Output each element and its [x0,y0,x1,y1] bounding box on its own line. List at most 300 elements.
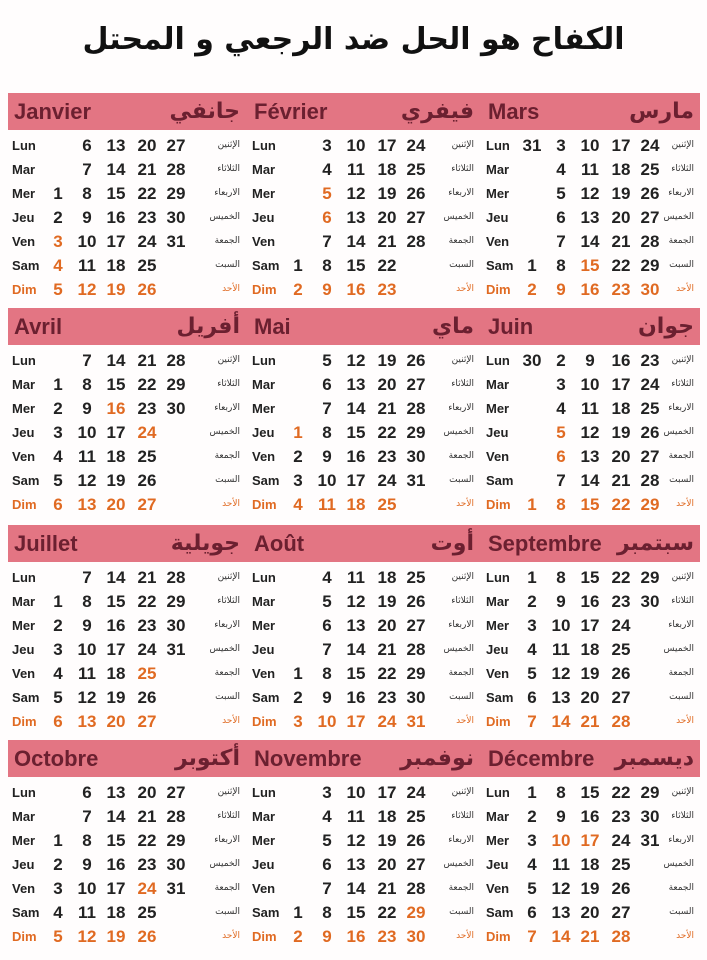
date-cell: 26 [406,592,426,611]
date-cell: 11 [78,256,96,275]
date-cell: 20 [580,688,600,707]
date-cell: 15 [346,423,366,442]
date-cell: 8 [556,495,566,514]
date-cell: 2 [53,208,63,227]
month-header [10,740,242,777]
date-cell: 18 [106,256,126,275]
date-cell: 2 [53,616,63,635]
month-header [484,525,696,562]
day-row-lun [10,782,246,806]
date-cell: 27 [611,688,631,707]
month-name-fr: Mai [254,313,291,339]
day-row-ven [10,663,246,687]
day-label-ar: الإثنين [451,787,474,797]
date-cell: 5 [53,280,63,299]
day-label-fr: Ven [252,234,276,249]
date-cell: 5 [53,927,63,946]
date-cell: 24 [406,136,426,155]
date-cell: 17 [106,232,126,251]
day-label-ar: الاربعاء [668,403,694,413]
day-row-sam [10,470,246,494]
date-cell: 9 [82,399,92,418]
date-cell: 14 [551,712,571,731]
day-label-fr: Sam [12,690,40,705]
date-cell: 27 [640,208,660,227]
day-row-jeu [484,207,700,231]
day-label-fr: Dim [486,497,511,512]
date-cell: 1 [527,495,537,514]
date-cell: 14 [580,471,600,490]
day-row-mar [484,159,700,183]
date-cell: 31 [406,471,426,490]
month-name-ar: أكتوبر [174,746,240,771]
day-label-ar: الخميس [663,427,694,437]
date-cell: 12 [551,879,571,898]
date-cell: 24 [137,640,157,659]
day-label-ar: الجمعة [448,883,474,893]
date-cell: 1 [293,256,303,275]
date-cell: 2 [293,927,303,946]
date-cell: 7 [527,927,537,946]
day-row-lun [484,567,700,591]
day-label-ar: الثلاثاء [671,596,694,606]
day-row-jeu [484,639,700,663]
date-cell: 22 [137,831,157,850]
date-cell: 23 [137,208,157,227]
day-row-ven [250,663,480,687]
date-cell: 30 [166,616,186,635]
month-name-fr: Avril [14,313,63,339]
day-label-ar: الإثنين [451,572,474,582]
day-row-mar [250,159,480,183]
day-row-mer [10,398,246,422]
month-grid [10,782,246,950]
date-cell: 25 [406,807,426,826]
day-label-ar: الجمعة [448,451,474,461]
date-cell: 25 [137,256,157,275]
date-cell: 19 [611,423,631,442]
day-row-ven [250,231,480,255]
date-cell: 21 [377,399,397,418]
day-label-ar: الأحد [222,931,240,941]
date-cell: 21 [611,471,631,490]
date-cell: 24 [137,423,157,442]
day-label-fr: Ven [12,449,36,464]
day-row-dim [250,711,480,735]
day-label-ar: الجمعة [214,883,240,893]
date-cell: 26 [640,423,660,442]
date-cell: 3 [53,423,63,442]
day-row-lun [484,782,700,806]
date-cell: 10 [346,783,366,802]
day-row-dim [10,926,246,950]
day-label-ar: الاربعاء [668,835,694,845]
date-cell: 13 [580,208,600,227]
date-cell: 25 [137,664,157,683]
date-cell: 29 [640,256,660,275]
day-label-fr: Lun [252,353,276,368]
month-name-ar: نوفمبر [400,746,474,771]
day-label-fr: Sam [252,473,280,488]
day-row-mer [10,183,246,207]
day-label-ar: الاربعاء [448,403,474,413]
day-label-fr: Lun [252,138,276,153]
date-cell: 5 [322,184,332,203]
day-label-ar: الجمعة [668,883,694,893]
date-cell: 17 [377,136,397,155]
date-cell: 16 [106,208,126,227]
date-cell: 31 [522,136,542,155]
day-label-fr: Sam [252,258,280,273]
date-cell: 21 [611,232,631,251]
date-cell: 14 [346,399,366,418]
day-label-ar: الاربعاء [448,835,474,845]
date-cell: 28 [166,807,186,826]
date-cell: 21 [377,640,397,659]
date-cell: 23 [377,447,397,466]
date-cell: 10 [580,136,600,155]
date-cell: 5 [322,831,332,850]
date-cell: 12 [77,471,97,490]
day-row-mar [484,374,700,398]
date-cell: 4 [556,399,566,418]
date-cell: 10 [346,136,366,155]
day-row-dim [250,926,480,950]
date-cell: 4 [322,568,332,587]
day-label-ar: الجمعة [448,668,474,678]
month-grid [484,567,700,735]
date-cell: 15 [106,184,126,203]
date-cell: 24 [640,375,660,394]
date-cell: 21 [377,879,397,898]
date-cell: 28 [611,927,631,946]
date-cell: 25 [640,160,660,179]
date-cell: 16 [106,616,126,635]
day-row-mar [484,806,700,830]
date-cell: 30 [166,855,186,874]
day-row-mer [484,615,700,639]
date-cell: 4 [556,160,566,179]
day-label-fr: Lun [486,353,510,368]
day-label-fr: Mar [252,377,276,392]
date-cell: 4 [527,640,537,659]
day-row-ven [484,663,700,687]
day-label-fr: Lun [486,570,510,585]
date-cell: 6 [556,447,566,466]
date-cell: 19 [106,280,126,299]
day-row-jeu [10,422,246,446]
day-label-ar: الجمعة [668,668,694,678]
day-row-dim [10,279,246,303]
date-cell: 7 [556,471,566,490]
month-grid [250,782,480,950]
day-label-fr: Ven [486,234,510,249]
day-row-mer [10,615,246,639]
day-label-fr: Ven [486,449,510,464]
date-cell: 29 [166,184,186,203]
day-row-dim [484,711,700,735]
date-cell: 4 [527,855,537,874]
date-cell: 1 [53,831,63,850]
day-label-ar: الاربعاء [668,620,694,630]
day-label-fr: Dim [252,714,277,729]
day-label-fr: Mar [486,162,510,177]
date-cell: 8 [556,568,566,587]
date-cell: 1 [527,783,537,802]
day-label-fr: Mer [252,186,276,201]
date-cell: 26 [611,664,631,683]
date-cell: 22 [611,568,631,587]
day-label-fr: Lun [486,785,510,800]
day-row-lun [10,567,246,591]
date-cell: 4 [53,256,63,275]
date-cell: 29 [166,375,186,394]
day-label-ar: السبت [449,475,474,485]
month-name-ar: فيفري [400,99,474,124]
day-row-mer [250,615,480,639]
month-grid [10,135,246,303]
date-cell: 18 [611,160,631,179]
date-cell: 8 [82,592,92,611]
date-cell: 2 [53,855,63,874]
month-name-fr: Octobre [14,745,99,771]
month-header [484,308,696,345]
date-cell: 30 [406,927,426,946]
date-cell: 14 [346,640,366,659]
day-row-ven [10,231,246,255]
day-row-dim [484,926,700,950]
date-cell: 13 [77,712,97,731]
date-cell: 11 [552,855,570,874]
date-cell: 2 [527,592,537,611]
day-row-mar [10,591,246,615]
date-cell: 10 [77,640,97,659]
date-cell: 5 [53,471,63,490]
day-label-fr: Mer [12,833,36,848]
date-cell: 1 [527,568,537,587]
date-cell: 13 [551,688,571,707]
day-label-fr: Dim [12,497,37,512]
date-cell: 16 [346,280,366,299]
date-cell: 16 [106,399,126,418]
date-cell: 2 [293,688,303,707]
day-label-fr: Jeu [252,210,275,225]
day-label-fr: Mar [252,809,276,824]
date-cell: 14 [580,232,600,251]
date-cell: 29 [406,903,426,922]
date-cell: 3 [556,136,566,155]
day-label-ar: الاربعاء [448,188,474,198]
day-row-sam [250,255,480,279]
day-label-ar: السبت [669,907,694,917]
day-label-ar: الجمعة [214,236,240,246]
day-label-fr: Mer [486,401,510,416]
day-label-fr: Lun [12,353,36,368]
date-cell: 31 [166,640,186,659]
day-label-fr: Jeu [486,857,509,872]
date-cell: 13 [551,903,571,922]
date-cell: 19 [106,688,126,707]
date-cell: 9 [585,351,595,370]
day-label-ar: الخميس [209,859,240,869]
date-cell: 3 [556,375,566,394]
date-cell: 24 [611,616,631,635]
day-row-sam [484,902,700,926]
date-cell: 21 [137,568,157,587]
date-cell: 6 [556,208,566,227]
day-label-ar: الإثنين [671,355,694,365]
date-cell: 22 [377,423,397,442]
date-cell: 19 [377,184,397,203]
day-label-fr: Jeu [252,425,275,440]
day-row-lun [10,350,246,374]
date-cell: 26 [406,831,426,850]
date-cell: 19 [106,927,126,946]
month-name-ar: سبتمبر [616,531,694,556]
month-name-fr: Mars [488,98,540,124]
date-cell: 27 [406,616,426,635]
date-cell: 3 [53,232,63,251]
day-row-dim [484,494,700,518]
date-cell: 10 [551,616,571,635]
day-label-fr: Mar [252,594,276,609]
day-label-fr: Jeu [486,642,509,657]
month-name-fr: Septembre [488,530,602,556]
day-label-ar: الخميس [209,427,240,437]
page-title: الكفاح هو الحل ضد الرجعي و المحتل [82,22,625,57]
day-label-ar: الأحد [222,284,240,294]
day-label-fr: Jeu [12,425,35,440]
date-cell: 17 [346,712,366,731]
day-label-ar: السبت [669,475,694,485]
date-cell: 24 [137,232,157,251]
date-cell: 23 [377,927,397,946]
month-name-ar: جوان [638,314,694,339]
date-cell: 31 [166,232,186,251]
day-label-ar: الإثنين [217,355,240,365]
date-cell: 15 [580,783,600,802]
date-cell: 22 [377,256,397,275]
day-label-fr: Lun [252,785,276,800]
day-label-ar: السبت [215,692,240,702]
day-label-ar: السبت [449,692,474,702]
day-row-mar [10,806,246,830]
date-cell: 9 [322,688,332,707]
date-cell: 22 [611,256,631,275]
day-label-ar: الأحد [456,284,474,294]
date-cell: 20 [137,783,157,802]
day-label-fr: Sam [252,905,280,920]
day-label-fr: Dim [12,282,37,297]
day-row-dim [250,494,480,518]
date-cell: 25 [611,855,631,874]
date-cell: 13 [580,447,600,466]
date-cell: 28 [406,399,426,418]
date-cell: 10 [580,375,600,394]
date-cell: 8 [82,184,92,203]
day-row-mar [250,374,480,398]
day-label-fr: Dim [486,282,511,297]
date-cell: 16 [346,927,366,946]
day-row-mar [10,374,246,398]
date-cell: 3 [527,616,537,635]
day-label-ar: السبت [449,260,474,270]
day-label-ar: الأحد [676,284,694,294]
month-name-fr: Janvier [14,98,92,124]
date-cell: 30 [166,399,186,418]
day-label-ar: الأحد [222,716,240,726]
date-cell: 16 [580,592,600,611]
month-grid [250,135,480,303]
day-label-ar: الأحد [676,716,694,726]
day-row-jeu [250,207,480,231]
month-grid [10,567,246,735]
date-cell: 20 [377,616,397,635]
date-cell: 11 [581,399,599,418]
day-label-fr: Dim [12,929,37,944]
date-cell: 28 [166,568,186,587]
date-cell: 14 [346,879,366,898]
date-cell: 26 [406,351,426,370]
date-cell: 12 [346,831,366,850]
day-label-ar: الإثنين [671,140,694,150]
date-cell: 4 [322,807,332,826]
date-cell: 31 [640,831,660,850]
date-cell: 24 [406,783,426,802]
date-cell: 11 [78,903,96,922]
day-row-ven [484,878,700,902]
date-cell: 23 [137,616,157,635]
date-cell: 20 [611,447,631,466]
date-cell: 24 [137,879,157,898]
day-label-ar: الإثنين [451,355,474,365]
date-cell: 11 [581,160,599,179]
day-label-fr: Mar [486,377,510,392]
day-label-ar: الجمعة [668,236,694,246]
day-row-mar [250,591,480,615]
day-label-fr: Lun [12,570,36,585]
date-cell: 18 [106,447,126,466]
day-label-ar: الخميس [663,212,694,222]
day-label-fr: Dim [252,282,277,297]
date-cell: 27 [640,447,660,466]
date-cell: 24 [377,471,397,490]
date-cell: 17 [106,640,126,659]
date-cell: 26 [137,688,157,707]
date-cell: 8 [556,256,566,275]
date-cell: 5 [556,184,566,203]
date-cell: 9 [556,280,566,299]
month-name-fr: Novembre [254,745,362,771]
date-cell: 21 [137,807,157,826]
date-cell: 23 [377,280,397,299]
day-label-fr: Ven [12,881,36,896]
date-cell: 3 [53,879,63,898]
date-cell: 7 [527,712,537,731]
date-cell: 18 [106,903,126,922]
date-cell: 7 [322,232,332,251]
date-cell: 7 [322,879,332,898]
date-cell: 12 [346,184,366,203]
date-cell: 7 [82,568,92,587]
date-cell: 15 [346,664,366,683]
day-label-ar: الجمعة [448,236,474,246]
date-cell: 23 [137,855,157,874]
day-label-fr: Mar [12,377,36,392]
date-cell: 24 [611,831,631,850]
month-name-ar: مارس [629,99,694,124]
month-header [10,93,242,130]
